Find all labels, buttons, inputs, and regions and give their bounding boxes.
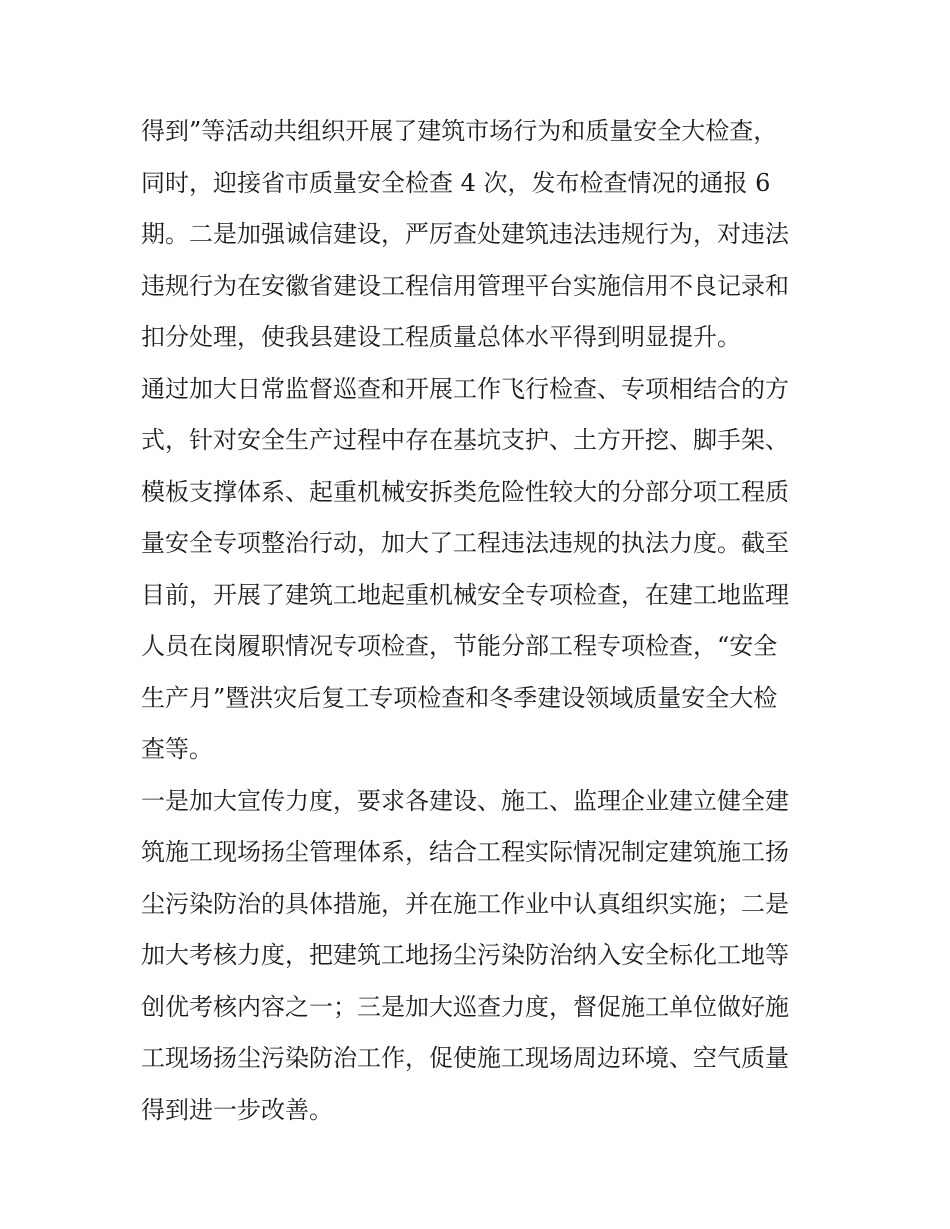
text-line: 目前，开展了建筑工地起重机械安全专项检查，在建工地监理 bbox=[141, 580, 789, 609]
text-line: 创优考核内容之一；三是加大巡查力度，督促施工单位做好施 bbox=[141, 992, 789, 1021]
text-line: 得到进一步改善。 bbox=[141, 1095, 333, 1124]
text-line: 筑施工现场扬尘管理体系，结合工程实际情况制定建筑施工扬 bbox=[141, 838, 789, 866]
text-line: 式，针对安全生产过程中存在基坑支护、土方开挖、脚手架、 bbox=[141, 426, 789, 454]
text-line: 通过加大日常监督巡查和开展工作飞行检查、专项相结合的方 bbox=[141, 374, 789, 403]
text-line: 工现场扬尘污染防治工作，促使施工现场周边环境、空气质量 bbox=[141, 1044, 789, 1072]
text-line: 尘污染防治的具体措施，并在施工作业中认真组织实施；二是 bbox=[141, 889, 789, 918]
text-line: 模板支撑体系、起重机械安拆类危险性较大的分部分项工程质 bbox=[141, 477, 789, 506]
text-line: 量安全专项整治行动，加大了工程违法违规的执法力度。截至 bbox=[141, 529, 789, 557]
text-line: 得到”等活动共组织开展了建筑市场行为和质量安全大检查， bbox=[141, 117, 778, 145]
text-line: 同时，迎接省市质量安全检查 4 次，发布检查情况的通报 6 bbox=[141, 168, 771, 197]
text-line: 查等。 bbox=[141, 735, 213, 763]
text-line: 生产月”暨洪灾后复工专项检查和冬季建设领域质量安全大检 bbox=[141, 683, 778, 712]
text-line: 扣分处理，使我县建设工程质量总体水平得到明显提升。 bbox=[141, 323, 741, 351]
text-line: 期。二是加强诚信建设，严厉查处建筑违法违规行为，对违法 bbox=[141, 220, 789, 248]
body-text bbox=[141, 106, 816, 1136]
text-line: 加大考核力度，把建筑工地扬尘污染防治纳入安全标化工地等 bbox=[141, 941, 789, 969]
text-line: 一是加大宣传力度，要求各建设、施工、监理企业建立健全建 bbox=[141, 786, 789, 815]
text-line: 人员在岗履职情况专项检查，节能分部工程专项检查，“安全 bbox=[141, 632, 778, 660]
text-line: 违规行为在安徽省建设工程信用管理平台实施信用不良记录和 bbox=[141, 271, 789, 300]
